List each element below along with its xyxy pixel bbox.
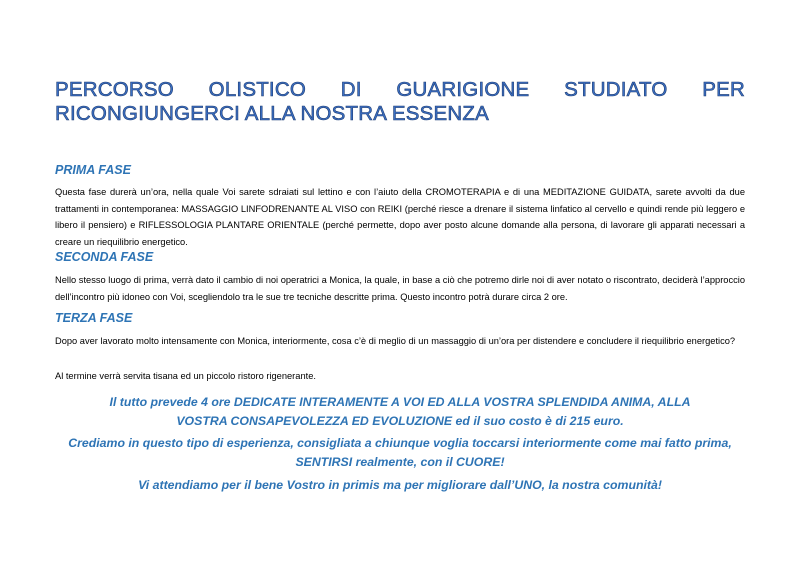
section-heading-terza-fase: TERZA FASE: [55, 311, 133, 325]
section-text-terza-fase: Dopo aver lavorato molto intensamente con Monica, interiormente, cosa c’è di meglio di un massaggio di un’ora per distendere e concludere il riequilibrio energetico?: [55, 336, 736, 346]
section-text-prima-fase: Questa fase durerà un’ora, nella quale Voi sarete sdraiati sul lettino e con l’aiuto della CROMOTERAPIA e di una MEDITAZIONE GUIDATA, sarete avvolti da due trattamenti in contemporanea: MASSAGGIO LINFODRENANTE AL VISO con REIKI (perché riesce a drenare il sistema linfatico al cervello e quindi rende più leggero e libero il pensiero) e RIFLESSOLOGIA PLANTARE ORIENTALE (perché permette, dopo aver posto alcune domande alla persona, di lavorare gli apparati necessari a creare un riequilibrio energetico.: [55, 187, 745, 247]
closing-cost-statement: Il tutto prevede 4 ore DEDICATE INTERAMENTE A VOI ED ALLA VOSTRA SPLENDIDA ANIMA, ALLA VOSTRA CONSAPEVOLEZZA ED EVOLUZIONE ed il suo costo è di 215 euro.: [109, 395, 691, 428]
section-text-seconda-fase: Nello stesso luogo di prima, verrà dato il cambio di noi operatrici a Monica, la quale, in base a ciò che potremo dirle noi di aver notato o riscontrato, deciderà l’approccio dell’incontro più idoneo con Voi, scegliendolo tra le sue tre tecniche descritte prima. Questo incontro potrà durare circa 2 ore.: [55, 275, 745, 302]
closing-community: Vi attendiamo per il bene Vostro in primis ma per migliorare dall’UNO, la nostra comunità!: [138, 478, 662, 492]
section-heading-prima-fase: PRIMA FASE: [55, 163, 131, 177]
section-heading-seconda-fase: SECONDA FASE: [55, 250, 154, 264]
document-title: PERCORSO OLISTICO DI GUARIGIONE STUDIATO PER RICONGIUNGERCI ALLA NOSTRA ESSENZA: [55, 78, 745, 125]
section-text-terza-fase-closing: Al termine verrà servita tisana ed un piccolo ristoro rigenerante.: [55, 371, 316, 381]
closing-invitation: Crediamo in questo tipo di esperienza, consigliata a chiunque voglia toccarsi interiormente come mai fatto prima, SENTIRSI realmente, con il CUORE!: [68, 436, 732, 469]
